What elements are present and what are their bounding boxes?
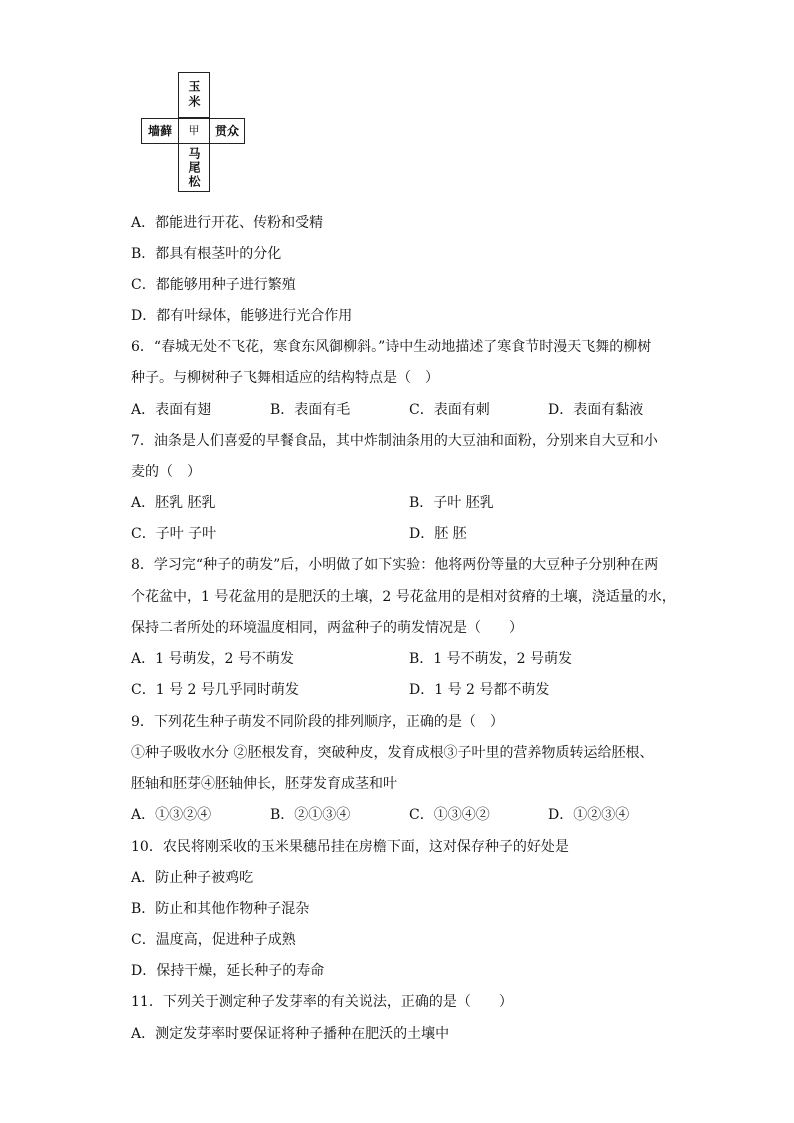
- q7-stem-line-2: 麦的（ ）: [131, 464, 201, 480]
- diagram-cell-top: 玉米: [178, 72, 210, 118]
- q9-option-d: D．①②③④: [548, 807, 630, 823]
- q5-option-c: C．都能够用种子进行繁殖: [131, 277, 296, 293]
- q9-option-a: A．①③②④: [131, 807, 212, 823]
- q6-stem-line-1: 6．“春城无处不飞花，寒食东风御柳斜。”诗中生动地描述了寒食节时漫天飞舞的柳树: [131, 339, 652, 355]
- q9-stem-line-1: 9．下列花生种子萌发不同阶段的排列顺序，正确的是（ ）: [131, 714, 504, 730]
- q5-option-b: B．都具有根茎叶的分化: [131, 246, 282, 262]
- q8-option-a: A．1 号萌发，2 号不萌发: [131, 651, 294, 667]
- q10-option-c: C．温度高，促进种子成熟: [131, 932, 296, 948]
- diagram-cell-bottom: 马尾松: [178, 143, 210, 192]
- q7-option-c: C．子叶 子叶: [131, 526, 217, 542]
- q8-stem-line-2: 个花盆中，1 号花盆用的是肥沃的土壤，2 号花盆用的是相对贫瘠的土壤，浇适量的水，: [131, 589, 676, 605]
- q9-stem-line-2: ①种子吸收水分 ②胚根发育，突破种皮，发育成根③子叶里的营养物质转运给胚根、: [131, 745, 654, 761]
- q9-option-b: B．②①③④: [270, 807, 351, 823]
- q8-option-d: D．1 号 2 号都不萌发: [409, 682, 550, 698]
- q10-stem-line-1: 10．农民将刚采收的玉米果穗吊挂在房檐下面，这对保存种子的好处是: [131, 839, 569, 855]
- q8-stem-line-1: 8．学习完“种子的萌发”后，小明做了如下实验：他将两份等量的大豆种子分别种在两: [131, 557, 659, 573]
- q7-option-d: D．胚 胚: [409, 526, 467, 542]
- q9-option-c: C．①③④②: [409, 807, 490, 823]
- diagram-cell-right: 贯众: [209, 118, 245, 144]
- diagram-cell-center: 甲: [178, 118, 210, 144]
- plant-classification-diagram: [141, 72, 245, 192]
- q6-option-b: B．表面有毛: [270, 402, 351, 418]
- q7-option-a: A．胚乳 胚乳: [131, 495, 216, 511]
- q11-option-a: A．测定发芽率时要保证将种子播种在肥沃的土壤中: [131, 1026, 450, 1042]
- q5-option-a: A．都能进行开花、传粉和受精: [131, 215, 324, 231]
- q6-stem-line-2: 种子。与柳树种子飞舞相适应的结构特点是（ ）: [131, 370, 439, 386]
- diagram-cell-left: 墙藓: [141, 118, 179, 144]
- q6-option-a: A．表面有翅: [131, 402, 212, 418]
- q11-stem-line-1: 11．下列关于测定种子发芽率的有关说法，正确的是（ ）: [131, 994, 513, 1010]
- q9-stem-line-3: 胚轴和胚芽④胚轴伸长，胚芽发育成茎和叶: [131, 776, 397, 792]
- q8-stem-line-3: 保持二者所处的环境温度相同，两盆种子的萌发情况是（ ）: [131, 620, 523, 636]
- q6-option-c: C．表面有刺: [409, 402, 490, 418]
- q7-stem-line-1: 7．油条是人们喜爱的早餐食品，其中炸制油条用的大豆油和面粉，分别来自大豆和小: [131, 433, 658, 449]
- q8-option-b: B．1 号不萌发，2 号萌发: [409, 651, 573, 667]
- q8-option-c: C．1 号 2 号几乎同时萌发: [131, 682, 299, 698]
- q6-option-d: D．表面有黏液: [548, 402, 644, 418]
- q10-option-a: A．防止种子被鸡吃: [131, 870, 254, 886]
- q10-option-d: D．保持干燥，延长种子的寿命: [131, 963, 325, 979]
- q7-option-b: B．子叶 胚乳: [409, 495, 494, 511]
- q5-option-d: D．都有叶绿体，能够进行光合作用: [131, 308, 353, 324]
- q10-option-b: B．防止和其他作物种子混杂: [131, 901, 310, 917]
